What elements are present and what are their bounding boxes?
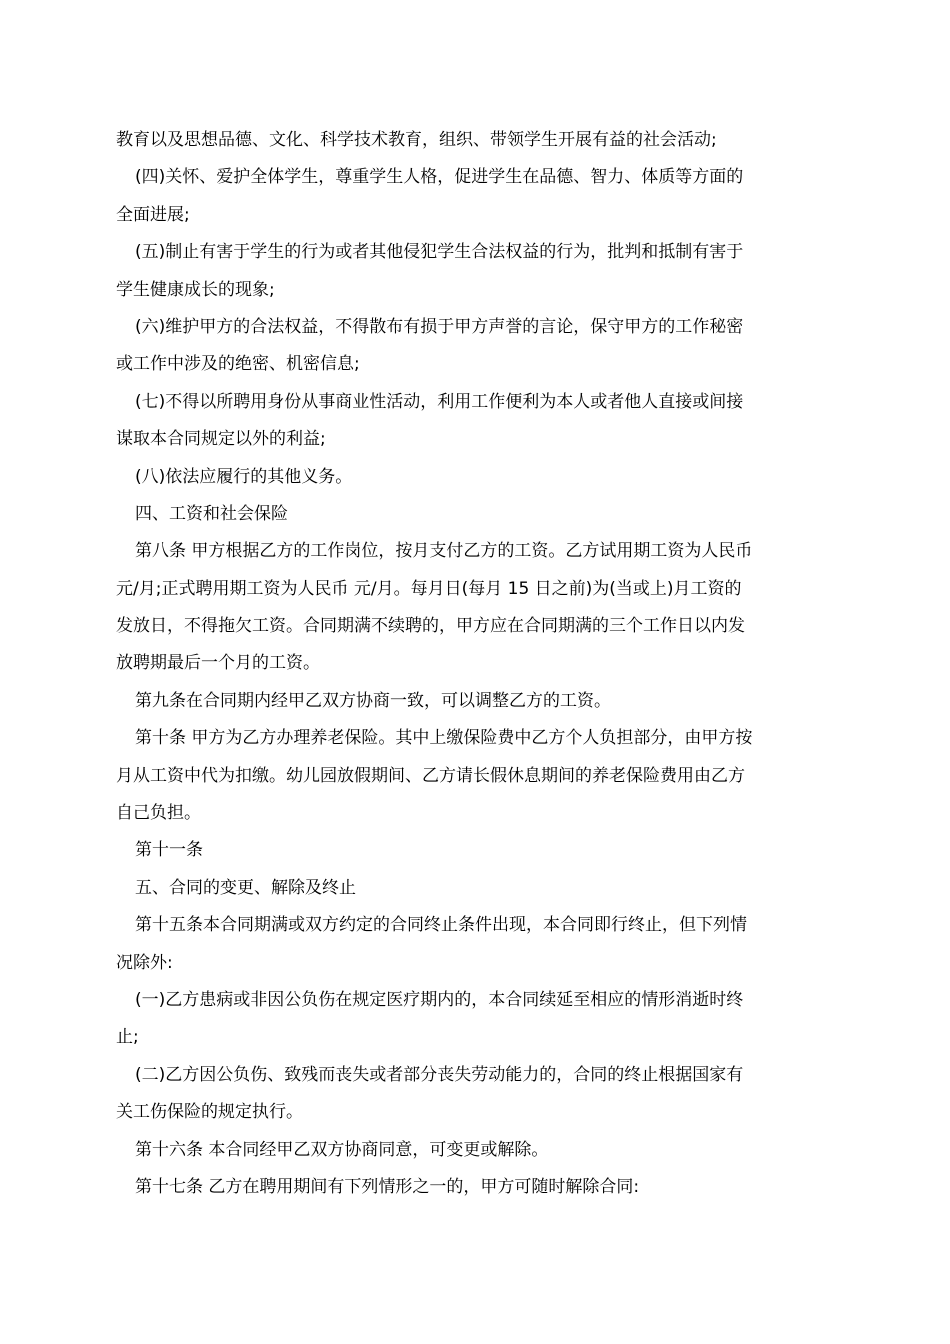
text-line: 谋取本合同规定以外的利益; <box>116 429 326 450</box>
text-line: 放聘期最后一个月的工资。 <box>116 653 320 674</box>
text-line: 第十六条 本合同经甲乙双方协商同意，可变更或解除。 <box>135 1139 549 1160</box>
text-line: 发放日，不得拖欠工资。合同期满不续聘的，甲方应在合同期满的三个工作日以内发 <box>116 616 745 637</box>
text-line: 第八条 甲方根据乙方的工作岗位，按月支付乙方的工资。乙方试用期工资为人民币 <box>135 541 753 562</box>
section-heading: 五、合同的变更、解除及终止 <box>135 877 356 898</box>
text-line: 第九条在合同期内经甲乙双方协商一致，可以调整乙方的工资。 <box>135 690 611 711</box>
text-line: 止; <box>116 1027 139 1048</box>
text-line: 况除外: <box>116 952 173 973</box>
text-line: 关工伤保险的规定执行。 <box>116 1102 303 1123</box>
text-line: 教育以及思想品德、文化、科学技术教育，组织、带领学生开展有益的社会活动; <box>116 130 717 150</box>
text-line: 第十七条 乙方在聘用期间有下列情形之一的，甲方可随时解除合同: <box>135 1176 640 1197</box>
text-line: 第十一条 <box>135 840 203 861</box>
text-line: 或工作中涉及的绝密、机密信息; <box>116 354 360 375</box>
section-heading: 四、工资和社会保险 <box>135 503 288 524</box>
text-line: (一)乙方患病或非因公负伤在规定医疗期内的，本合同续延至相应的情形消逝时终 <box>135 989 744 1010</box>
text-line: (七)不得以所聘用身份从事商业性活动，利用工作便利为本人或者他人直接或间接 <box>135 391 744 412</box>
text-line: (二)乙方因公负伤、致残而丧失或者部分丧失劳动能力的，合同的终止根据国家有 <box>135 1064 744 1085</box>
text-line: 第十五条本合同期满或双方约定的合同终止条件出现，本合同即行终止，但下列情 <box>135 915 747 936</box>
text-line: 第十条 甲方为乙方办理养老保险。其中上缴保险费中乙方个人负担部分，由甲方按 <box>135 728 753 749</box>
text-line: (六)维护甲方的合法权益，不得散布有损于甲方声誉的言论，保守甲方的工作秘密 <box>135 316 744 337</box>
text-line: (八)依法应履行的其他义务。 <box>135 466 353 487</box>
text-line: 全面进展; <box>116 204 190 225</box>
text-line: 月从工资中代为扣缴。幼儿园放假期间、乙方请长假休息期间的养老保险费用由乙方 <box>116 765 745 786</box>
text-line: (五)制止有害于学生的行为或者其他侵犯学生合法权益的行为，批判和抵制有害于 <box>135 242 744 263</box>
text-line: (四)关怀、爱护全体学生，尊重学生人格，促进学生在品德、智力、体质等方面的 <box>135 167 744 188</box>
text-line: 自己负担。 <box>116 803 201 824</box>
text-line: 元/月;正式聘用期工资为人民币 元/月。每月日(每月 15 日之前)为(当或上)月工资的 <box>116 578 742 599</box>
text-line: 学生健康成长的现象; <box>116 279 275 300</box>
document-body <box>116 122 836 1206</box>
